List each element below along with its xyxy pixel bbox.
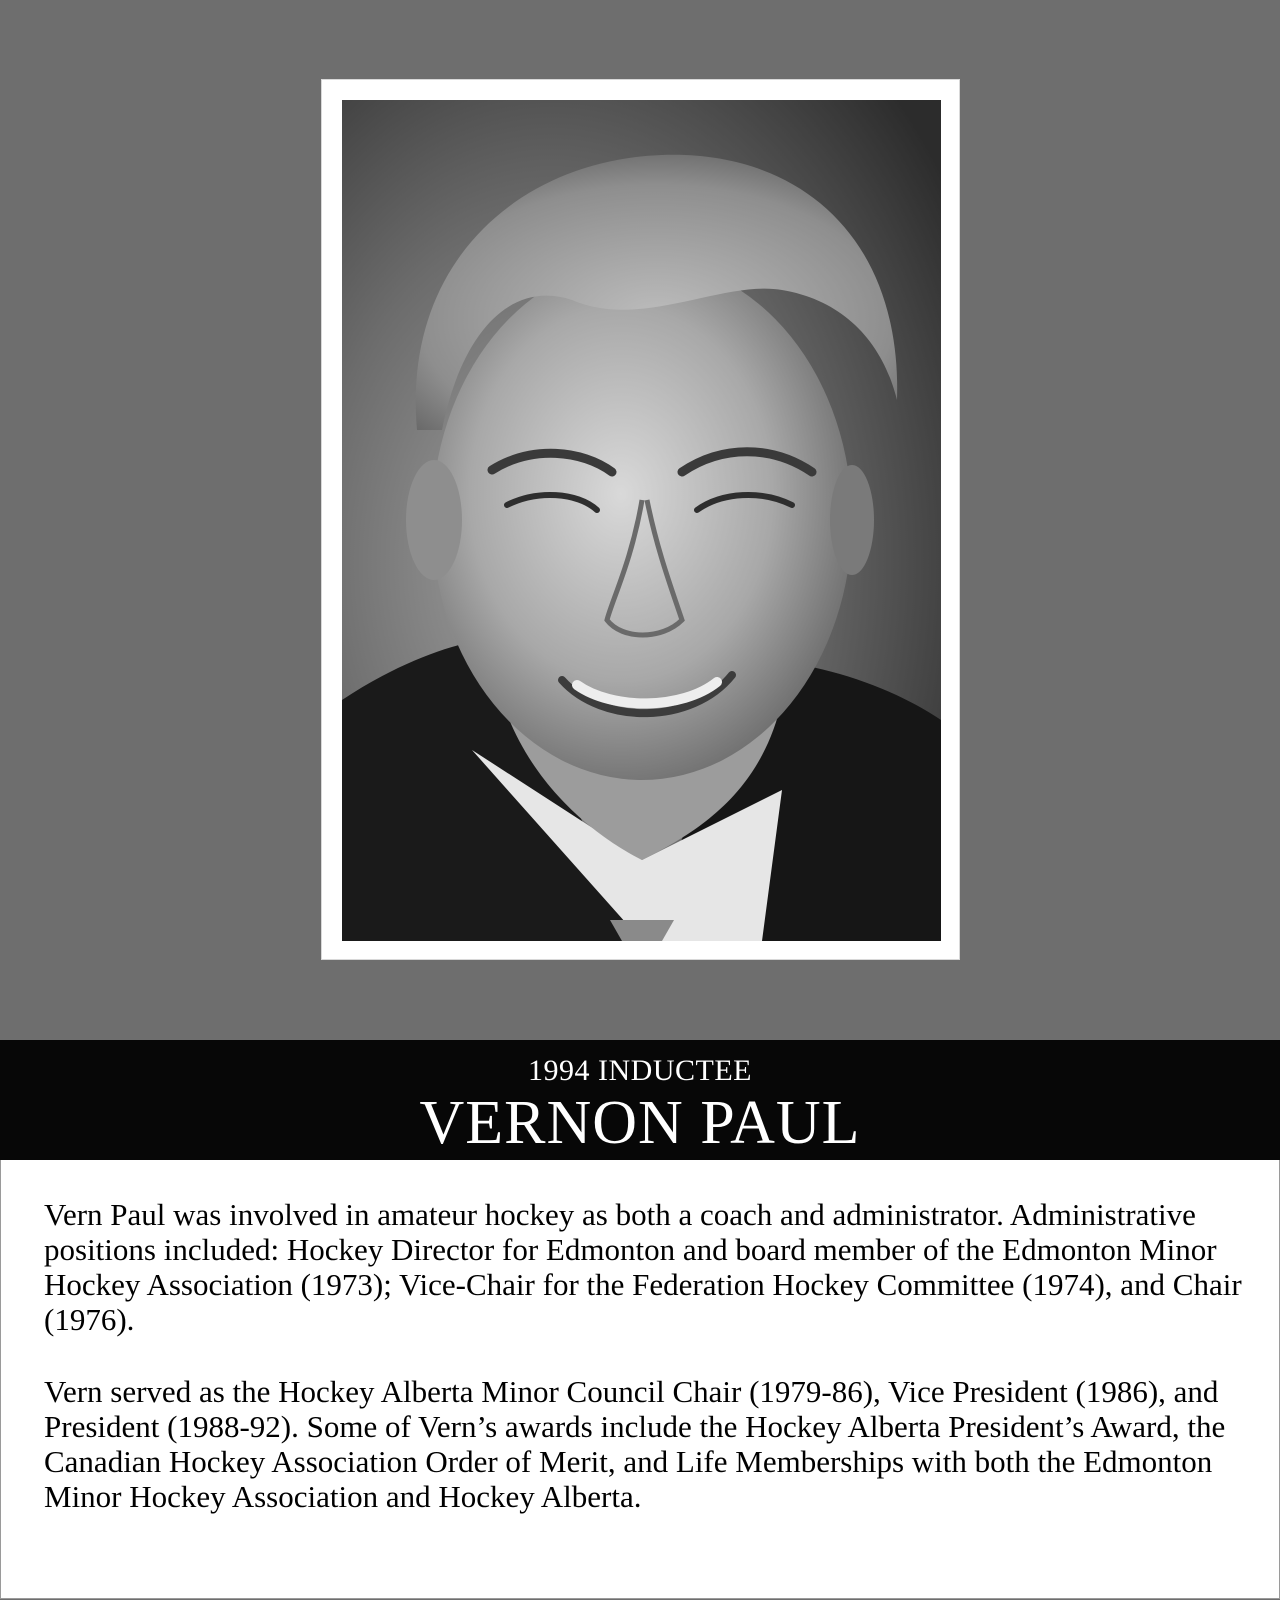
photo-frame bbox=[321, 79, 960, 960]
inductee-name: VERNON PAUL bbox=[419, 1089, 861, 1157]
portrait-photo bbox=[342, 100, 941, 941]
inductee-banner bbox=[0, 1040, 1280, 1160]
induction-year-label: 1994 INDUCTEE bbox=[528, 1054, 752, 1087]
bio-paragraph-1: Vern Paul was involved in amateur hockey as both a coach and administrator. Administrative positions included: Hockey Director for Edmonton and board member of the Edmonton Minor Hockey Association (1973); Vice-Chair for the Federation Hockey Committee (1974), and Chair (1976). bbox=[44, 1197, 1242, 1337]
biography-panel bbox=[0, 1160, 1280, 1599]
bio-paragraph-2: Vern served as the Hockey Alberta Minor Council Chair (1979-86), Vice President (1986), and President (1988-92). Some of Vern’s awards include the Hockey Alberta President’s Award, the Canadian Hockey Association Order of Merit, and Life Memberships with both the Edmonton Minor Hockey Association and Hockey Alberta. bbox=[44, 1374, 1226, 1514]
